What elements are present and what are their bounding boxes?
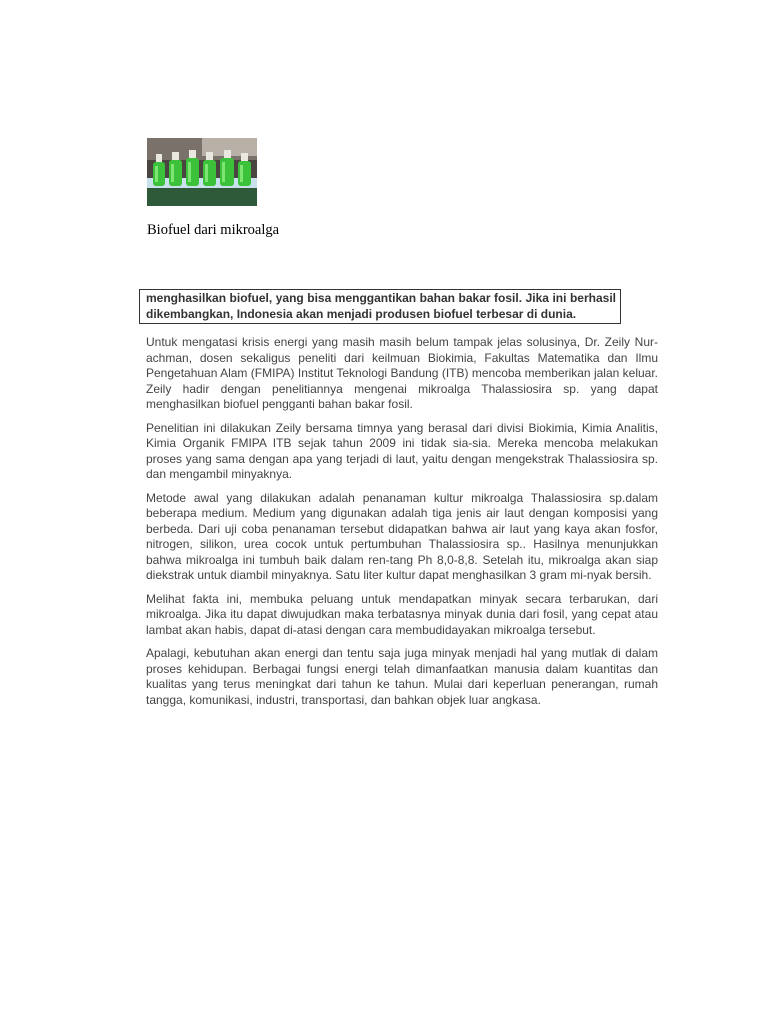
paragraph-5: Apalagi, kebutuhan akan energi dan tentu saja juga minyak menjadi hal yang mutlak di dalam proses kehidupan. Berbagai fungsi energi telah dimanfaatkan manusia dalam kuantitas dan kualitas yang terus meningkat dari tahun ke tahun. Mulai dari keperluan penerangan, rumah tangga, komunikasi, industri, transportasi, dan bahkan objek luar angkasa.	[146, 646, 658, 707]
lead-text-box: menghasilkan biofuel, yang bisa menggantikan bahan bakar fosil. Jika ini berhasil dikembangkan, Indonesia akan menjadi produsen biofuel terbesar di dunia.	[139, 289, 621, 324]
algae-bottles-illustration	[147, 138, 257, 206]
paragraph-3: Metode awal yang dilakukan adalah penanaman kultur mikroalga Thalassiosira sp.dalam beberapa medium. Medium yang digunakan adalah tiga jenis air laut dengan komposisi yang berbeda. Dari uji coba penanaman tersebut didapatkan bahwa air laut yang kaya akan fosfor, nitrogen, silikon, urea cocok untuk pertumbuhan Thalassiosira sp.. Hasilnya menunjukkan bahwa mikroalga ini tumbuh baik dalam ren-tang Ph 8,0-8,8. Setelah itu, mikroalga akan siap diekstrak untuk diambil minyaknya. Satu liter kultur dapat menghasilkan 3 gram mi-nyak bersih.	[146, 490, 658, 582]
paragraph-1: Untuk mengatasi krisis energi yang masih masih belum tampak jelas solusinya, Dr. Zeily Nur-achman, dosen sekaligus peneliti dari keilmuan Biokimia, Fakultas Matematika dan Ilmu Pengetahuan Alam (FMIPA) Institut Teknologi Bandung (ITB) mencoba memberikan jalan keluar. Zeily hadir dengan penelitiannya mengenai mikroalga Thalassiosira sp. yang dapat menghasilkan biofuel pengganti bahan bakar fosil.	[146, 335, 658, 411]
article-title: Biofuel dari mikroalga	[147, 222, 280, 238]
paragraph-4: Melihat fakta ini, membuka peluang untuk mendapatkan minyak secara terbarukan, dari mikroalga. Jika itu dapat diwujudkan maka terbatasnya minyak dunia dari fosil, yang cepat atau lambat akan habis, dapat di-atasi dengan cara membudidayakan mikroalga tersebut.	[146, 591, 658, 637]
article-body	[146, 335, 658, 716]
article-photo	[147, 138, 257, 206]
paragraph-2: Penelitian ini dilakukan Zeily bersama timnya yang berasal dari divisi Biokimia, Kimia Analitis, Kimia Organik FMIPA ITB sejak tahun 2009 ini tidak sia-sia. Mereka mencoba melakukan proses yang sama dengan apa yang terjadi di laut, yaitu dengan mengekstrak Thalassiosira sp. dan mengambil minyaknya.	[146, 420, 658, 481]
